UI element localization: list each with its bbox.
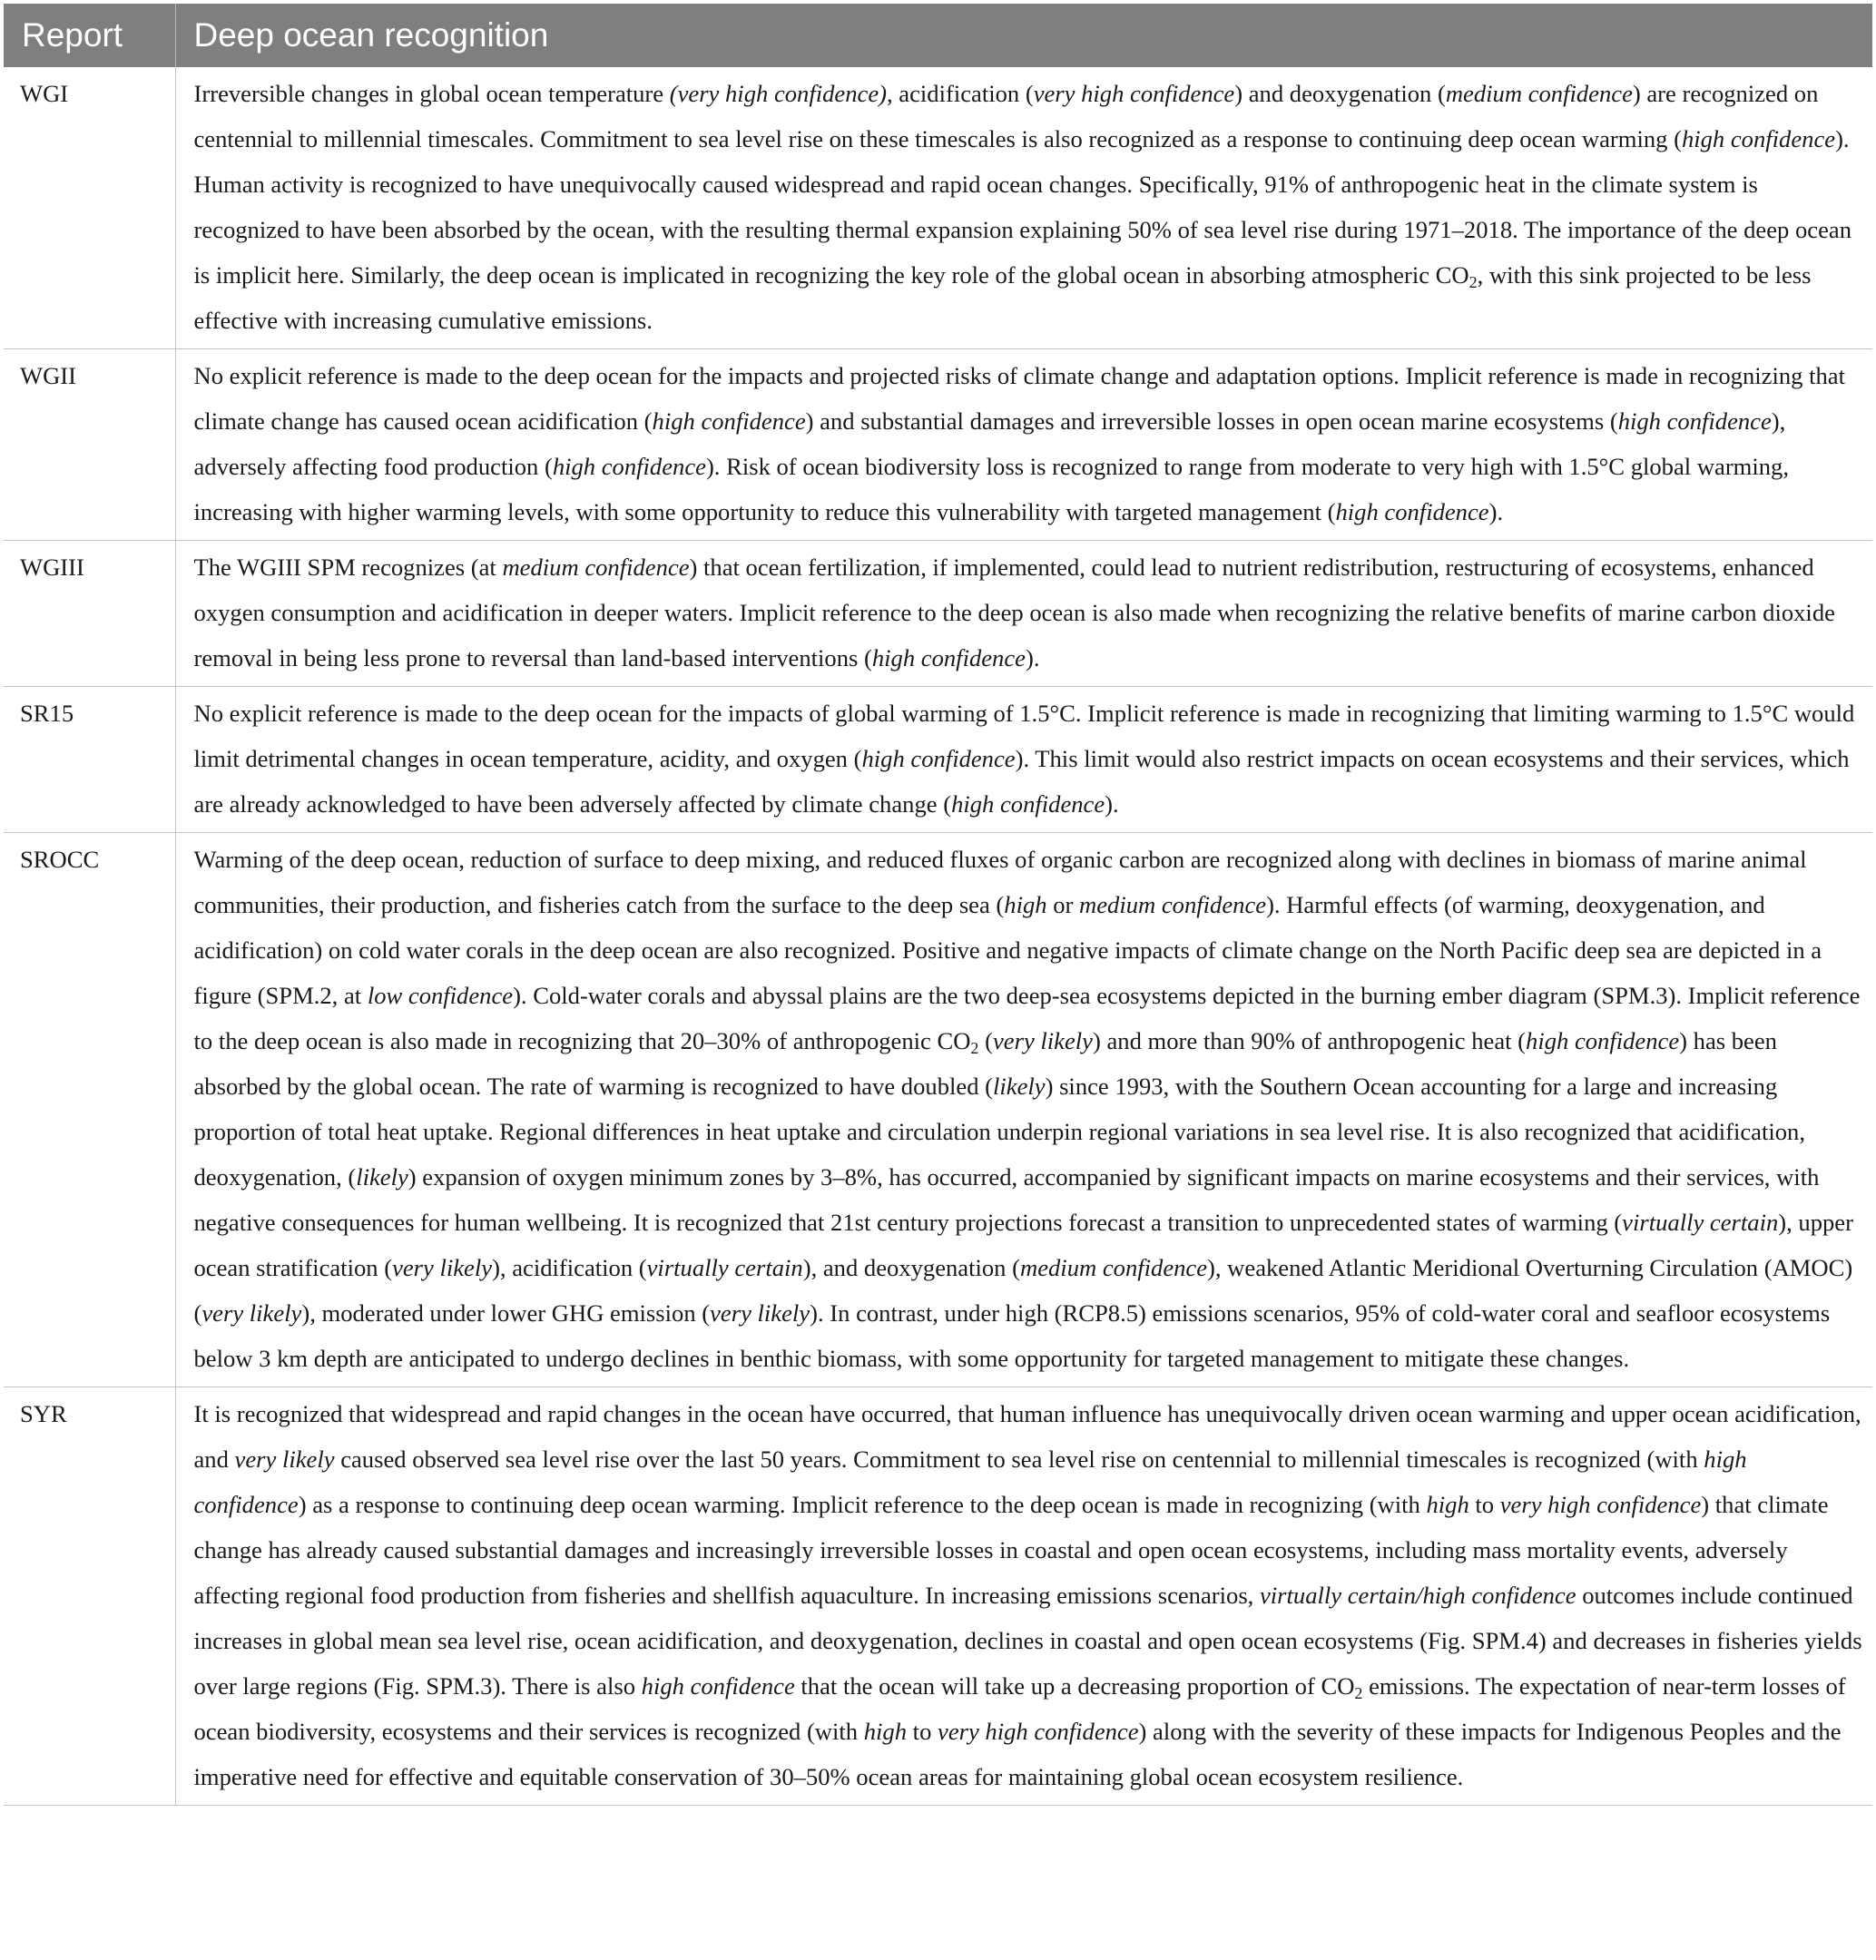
text-segment: ) that climate change has already caused substantial damages and increasingly irreversible losses in coastal and open ocean ecosystems, including mass mortality events, adversely affecting regional food production from fisheries and shellfish aquaculture. In increasing emissions scenarios,	[193, 1491, 1829, 1609]
confidence-qualifier: (very high confidence)	[669, 80, 887, 107]
text-segment: ) as a response to continuing deep ocean warming. Implicit reference to the deep ocean is made in recognizing (with	[298, 1491, 1427, 1518]
table-header	[4, 4, 1872, 67]
text-segment: ) since 1993, with the Southern Ocean accounting for a large and increasing proportion of total heat uptake. Regional differences in heat uptake and circulation underpin regional variations in sea level rise. It is also recognized that acidification, deoxygenation, (	[193, 1073, 1805, 1191]
table-row-sr15	[4, 687, 1872, 833]
text-segment: ), acidification (	[492, 1254, 647, 1281]
confidence-qualifier: high confidence	[871, 644, 1026, 671]
confidence-qualifier: high confidence	[951, 790, 1105, 818]
text-segment: It is recognized that widespread and rapid changes in the ocean have occurred, that human influence has unequivocally driven ocean warming and upper ocean acidification, and	[193, 1400, 1861, 1473]
confidence-qualifier: high confidence	[1681, 125, 1836, 152]
confidence-qualifier: likely	[993, 1073, 1046, 1100]
confidence-qualifier: very high confidence	[1499, 1491, 1702, 1518]
confidence-qualifier: very high confidence	[1033, 80, 1235, 107]
confidence-qualifier: virtually certain	[646, 1254, 803, 1281]
text-segment: ) along with the severity of these impacts for Indigenous Peoples and the imperative need for effective and equitable conservation of 30–50% ocean areas for maintaining global ocean ecosystem resilience.	[193, 1718, 1842, 1790]
header-deep-ocean-recognition: Deep ocean recognition	[175, 4, 1872, 67]
text-segment: that the ocean will take up a decreasing proportion of CO	[794, 1672, 1355, 1700]
table-row-srocc	[4, 833, 1872, 1387]
recognition-cell	[175, 687, 1872, 833]
confidence-qualifier: medium confidence	[1445, 80, 1633, 107]
confidence-qualifier: high confidence	[652, 407, 806, 435]
table-row-wgii	[4, 349, 1872, 541]
confidence-qualifier: high confidence	[1617, 407, 1772, 435]
confidence-qualifier: very likely	[201, 1299, 302, 1327]
confidence-qualifier: very likely	[392, 1254, 493, 1281]
text-segment: ).	[1105, 790, 1119, 818]
confidence-qualifier: high	[863, 1718, 908, 1745]
table-row-wgiii	[4, 541, 1872, 687]
text-segment: ). Harmful effects (of warming, deoxygenation, and acidification) on cold water corals in the deep ocean are also recognized. Positive and negative impacts of climate change on the North Pacific deep sea are depicted in a figure (SPM.2, at	[193, 891, 1822, 1009]
text-segment: The WGIII SPM recognizes (at	[193, 554, 503, 581]
subscript: 2	[970, 1039, 979, 1058]
text-segment: ) and deoxygenation (	[1234, 80, 1446, 107]
confidence-qualifier: medium confidence	[1079, 891, 1267, 918]
text-segment: ), moderated under lower GHG emission (	[301, 1299, 711, 1327]
report-cell: SYR	[4, 1387, 175, 1806]
table-body	[4, 67, 1872, 1806]
confidence-qualifier: virtually certain	[1622, 1209, 1779, 1236]
confidence-qualifier: high confidence	[641, 1672, 795, 1700]
confidence-qualifier: likely	[356, 1163, 408, 1191]
text-segment: outcomes include continued increases in global mean sea level rise, ocean acidification, and deoxygenation, declines in coastal and open ocean ecosystems (Fig. SPM.4) and decreases in fisheries yields over large regions (Fig. SPM.3). There is also	[193, 1582, 1862, 1700]
text-segment: ). In contrast, under high (RCP8.5) emissions scenarios, 95% of cold-water coral and seafloor ecosystems below 3 km depth are anticipated to undergo declines in benthic biomass, with some opportunity for targeted management to mitigate these changes.	[193, 1299, 1831, 1372]
confidence-qualifier: high	[1004, 891, 1047, 918]
text-segment: Warming of the deep ocean, reduction of surface to deep mixing, and reduced fluxes of organic carbon are recognized along with declines in biomass of marine animal communities, their production, and fisheries catch from the surface to the deep sea (	[193, 846, 1807, 918]
recognition-cell	[175, 541, 1872, 687]
text-segment: ). This limit would also restrict impacts on ocean ecosystems and their services, which are already acknowledged to have been adversely affected by climate change (	[193, 745, 1850, 818]
deep-ocean-recognition-table	[4, 4, 1872, 1806]
text-segment: ). Risk of ocean biodiversity loss is recognized to range from moderate to very high with 1.5°C global warming, increasing with higher warming levels, with some opportunity to reduce this vulnerability with targeted management (	[193, 453, 1789, 525]
recognition-cell	[175, 67, 1872, 349]
confidence-qualifier: high	[1426, 1491, 1469, 1518]
text-segment: Irreversible changes in global ocean temperature	[193, 80, 670, 107]
header-row	[4, 4, 1872, 67]
text-segment: ) has been absorbed by the global ocean. The rate of warming is recognized to have doubled (	[193, 1027, 1777, 1100]
subscript: 2	[1468, 273, 1478, 292]
text-segment: or	[1046, 891, 1080, 918]
text-segment: No explicit reference is made to the deep ocean for the impacts and projected risks of climate change and adaptation options. Implicit reference is made in recognizing that climate change has caused ocean acidification (	[193, 362, 1845, 435]
report-cell: SR15	[4, 687, 175, 833]
text-segment: ) and more than 90% of anthropogenic heat (	[1092, 1027, 1527, 1054]
report-cell: SROCC	[4, 833, 175, 1387]
report-cell: WGI	[4, 67, 175, 349]
text-segment: , with this sink projected to be less effective with increasing cumulative emissions.	[193, 261, 1812, 334]
confidence-qualifier: high confidence	[552, 453, 706, 480]
subscript: 2	[1354, 1684, 1363, 1703]
recognition-cell	[175, 349, 1872, 541]
text-segment: , acidification (	[886, 80, 1034, 107]
text-segment: caused observed sea level rise over the last 50 years. Commitment to sea level rise on centennial to millennial timescales is recognized (with	[334, 1446, 1704, 1473]
confidence-qualifier: high confidence	[1526, 1027, 1680, 1054]
text-segment: ) expansion of oxygen minimum zones by 3–8%, has occurred, accompanied by significant impacts on marine ecosystems and their services, with negative consequences for human wellbeing. It is recognized that 21st century projections forecast a transition to unprecedented states of warming (	[193, 1163, 1820, 1236]
confidence-qualifier: high confidence	[1335, 498, 1489, 525]
confidence-qualifier: high confidence	[861, 745, 1016, 772]
header-report: Report	[4, 4, 175, 67]
text-segment: ) and substantial damages and irreversible losses in open ocean marine ecosystems (	[805, 407, 1618, 435]
text-segment: ), weakened Atlantic Meridional Overturning Circulation (AMOC) (	[193, 1254, 1853, 1327]
confidence-qualifier: virtually certain/high confidence	[1259, 1582, 1576, 1609]
text-segment: (	[978, 1027, 993, 1054]
confidence-qualifier: very likely	[710, 1299, 810, 1327]
table-row-wgi	[4, 67, 1872, 349]
text-segment: No explicit reference is made to the deep ocean for the impacts of global warming of 1.5°C. Implicit reference is made in recognizing that limiting warming to 1.5°C would limit detrimental changes in ocean temperature, acidity, and oxygen (	[193, 700, 1855, 772]
text-segment: to	[907, 1718, 938, 1745]
confidence-qualifier: high confidence	[193, 1446, 1747, 1518]
confidence-qualifier: very high confidence	[938, 1718, 1139, 1745]
confidence-qualifier: medium confidence	[502, 554, 690, 581]
text-segment: ).	[1488, 498, 1504, 525]
text-segment: ) are recognized on centennial to millennial timescales. Commitment to sea level rise on these timescales is also recognized as a response to continuing deep ocean warming (	[193, 80, 1819, 152]
text-segment: ) that ocean fertilization, if implemented, could lead to nutrient redistribution, restructuring of ecosystems, enhanced oxygen consumption and acidification in deeper waters. Implicit reference to the deep ocean is also made when recognizing the relative benefits of marine carbon dioxide removal in being less prone to reversal than land-based interventions (	[193, 554, 1835, 671]
text-segment: ).	[1025, 644, 1040, 671]
confidence-qualifier: very likely	[992, 1027, 1093, 1054]
text-segment: ). Human activity is recognized to have unequivocally caused widespread and rapid ocean changes. Specifically, 91% of anthropogenic heat in the climate system is recognized to have been absorbed by the ocean, with the resulting thermal expansion explaining 50% of sea level rise during 1971–2018. The importance of the deep ocean is implicit here. Similarly, the deep ocean is implicated in recognizing the key role of the global ocean in absorbing atmospheric CO	[193, 125, 1851, 289]
report-cell: WGII	[4, 349, 175, 541]
confidence-qualifier: medium confidence	[1020, 1254, 1208, 1281]
recognition-cell	[175, 1387, 1872, 1806]
text-segment: emissions. The expectation of near-term losses of ocean biodiversity, ecosystems and their services is recognized (with	[193, 1672, 1846, 1745]
text-segment: ). Cold-water corals and abyssal plains are the two deep-sea ecosystems depicted in the burning ember diagram (SPM.3). Implicit reference to the deep ocean is also made in recognizing that 20–30% of anthropogenic CO	[193, 982, 1861, 1054]
text-segment: to	[1468, 1491, 1500, 1518]
text-segment: ), adversely affecting food production (	[193, 407, 1786, 480]
confidence-qualifier: low confidence	[367, 982, 514, 1009]
table-row-syr	[4, 1387, 1872, 1806]
text-segment: ), upper ocean stratification (	[193, 1209, 1853, 1281]
text-segment: ), and deoxygenation (	[802, 1254, 1020, 1281]
report-cell: WGIII	[4, 541, 175, 687]
confidence-qualifier: very likely	[234, 1446, 335, 1473]
recognition-cell	[175, 833, 1872, 1387]
